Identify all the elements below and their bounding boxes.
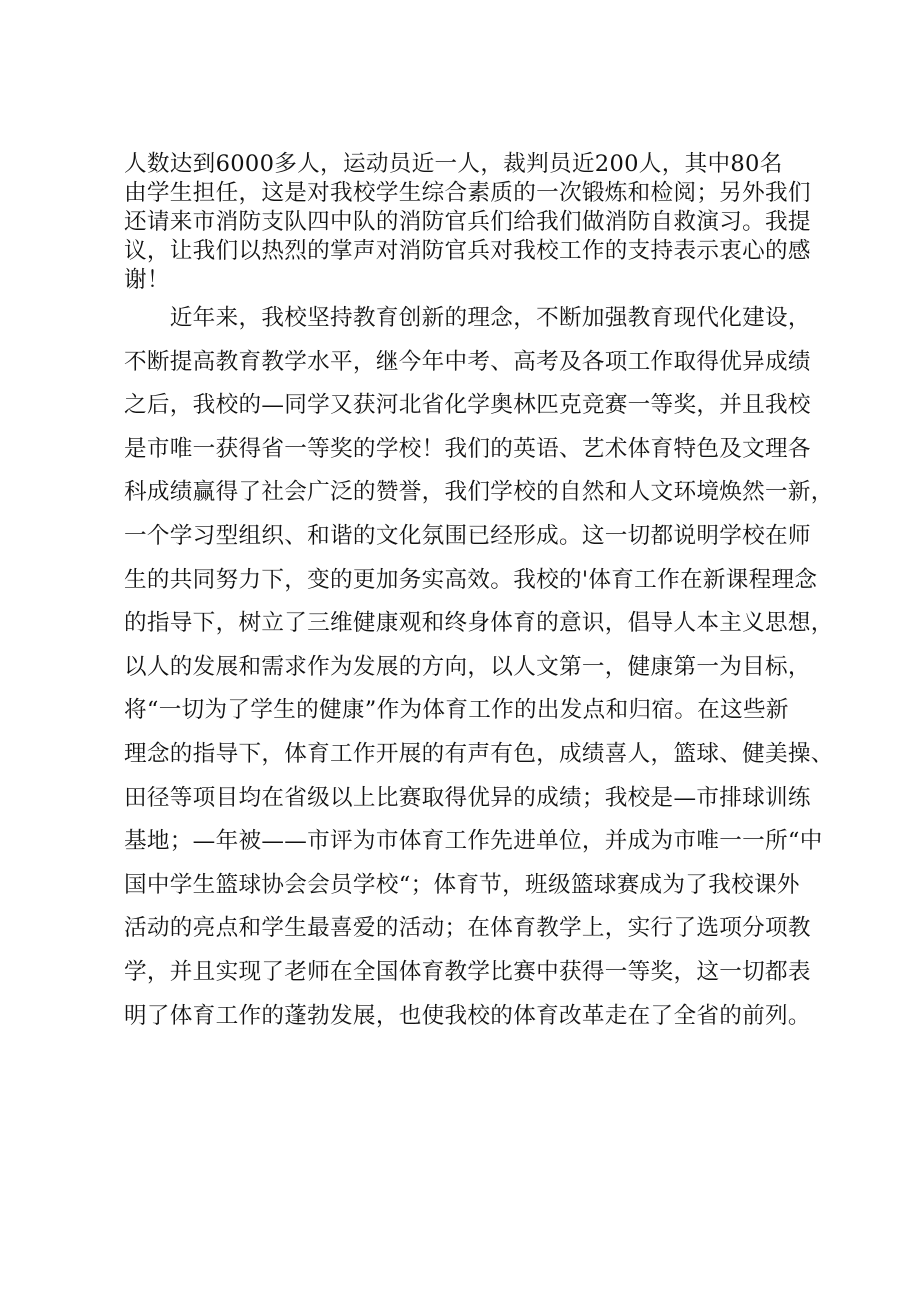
text-line: 明了体育工作的蓬勃发展，也使我校的体育改革走在了全省的前列。 [124,1002,811,1029]
paragraph-sports-achievements [124,297,832,1038]
text-line: 以人的发展和需求作为发展的方向，以人文第一，健康第一为目标， [124,653,811,680]
text-line: 之后，我校的—同学又获河北省化学奥林匹克竞赛一等奖，并且我校 [124,392,811,419]
text-line: 谢！ [124,267,170,293]
text-line: 还请来市消防支队四中队的消防官兵们给我们做消防自救演习。我提 [124,209,811,235]
text-line: 理念的指导下，体育工作开展的有声有色，成绩喜人，篮球、健美操、 [124,740,834,767]
text-line: 是市唯一获得省一等奖的学校！我们的英语、艺术体育特色及文理各 [124,435,811,462]
text-line: 人数达到6000多人，运动员近一人，裁判员近200人，其中80名 [124,151,783,177]
text-line: 活动的亮点和学生最喜爱的活动；在体育教学上，实行了选项分项教 [124,915,811,942]
text-line: 国中学生篮球协会会员学校“；体育节，班级篮球赛成为了我校课外 [124,871,800,898]
text-line: 将“一切为了学生的健康”作为体育工作的出发点和归宿。在这些新 [124,697,789,724]
text-line: 田径等项目均在省级以上比赛取得优异的成绩；我校是—市排球训练 [124,784,811,811]
text-line: 由学生担任，这是对我校学生综合素质的一次锻炼和检阅；另外我们 [124,180,811,206]
paragraph-continued [124,150,832,295]
text-line: 生的共同努力下，变的更加务实高效。我校的'体育工作在新课程理念 [124,566,818,593]
text-line: 近年来，我校坚持教育创新的理念，不断加强教育现代化建设， [124,305,811,331]
text-line: 一个学习型组织、和谐的文化氛围已经形成。这一切都说明学校在师 [124,522,811,549]
text-line: 科成绩赢得了社会广泛的赞誉，我们学校的自然和人文环境焕然一新， [124,479,834,506]
text-line: 议，让我们以热烈的掌声对消防官兵对我校工作的支持表示衷心的感 [124,238,811,264]
text-line: 基地；—年被——市评为市体育工作先进单位，并成为市唯一一所“中 [124,828,823,855]
text-line: 学，并且实现了老师在全国体育教学比赛中获得一等奖，这一切都表 [124,958,811,985]
text-line: 不断提高教育教学水平，继今年中考、高考及各项工作取得优异成绩 [124,348,811,375]
text-line: 的指导下，树立了三维健康观和终身体育的意识，倡导人本主义思想， [124,610,834,637]
